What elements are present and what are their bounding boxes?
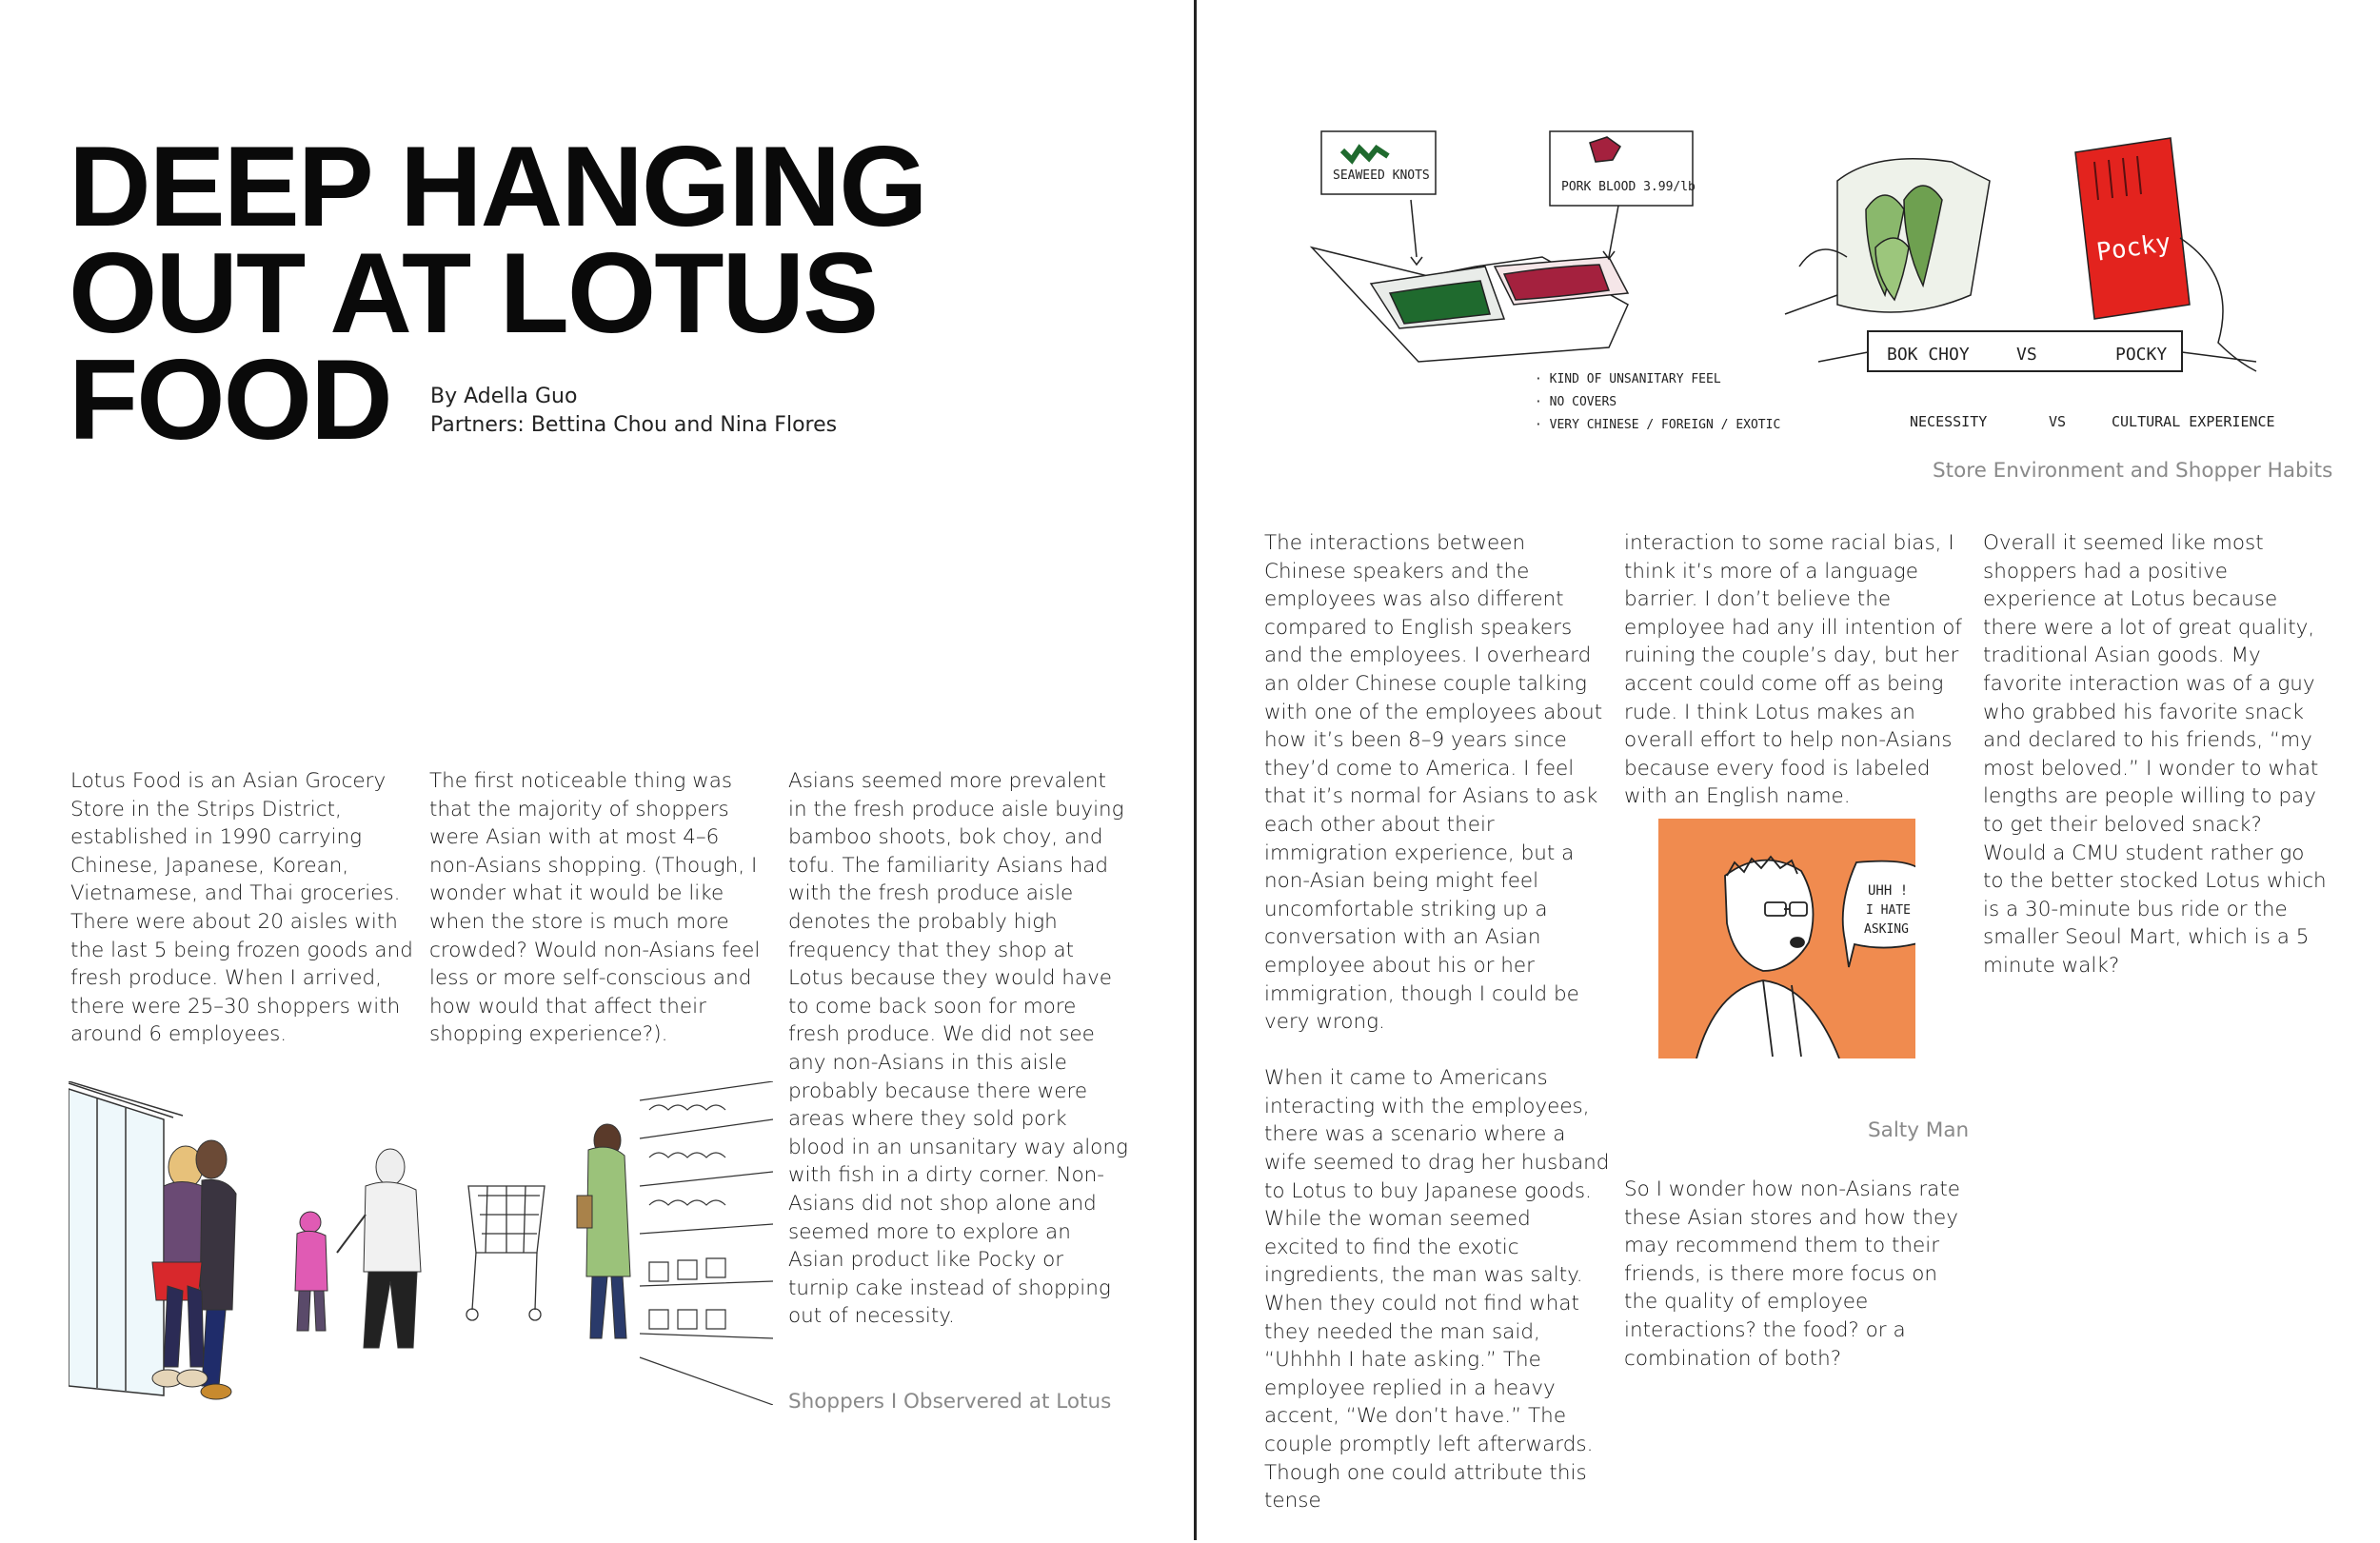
salty-man-illustration bbox=[1658, 819, 1915, 1058]
right-column-3 bbox=[1983, 529, 2330, 1008]
woman-figure bbox=[337, 1149, 421, 1348]
speech-line-3: ASKING bbox=[1864, 922, 1909, 937]
aisle-shelves bbox=[640, 1081, 773, 1405]
pork-blood-sign bbox=[1550, 131, 1693, 206]
vs-label: VS bbox=[2016, 345, 2037, 365]
caption-shoppers: Shoppers I Observered at Lotus bbox=[788, 1390, 1112, 1414]
seaweed-label: SEAWEED KNOTS bbox=[1333, 168, 1430, 183]
seaweed-sign bbox=[1321, 131, 1436, 194]
paragraph: When it came to Americans interacting with the employees, there was a scenario where a wife seemed to drag her husband to Lotus to buy Japanese goods. While the woman seemed excited to find the exotic ingredients, the man was salty. When they could not find what they needed the man said, “Uhhhh I hate asking.” The employee replied in a heavy accent, “We don’t have.” The couple promptly left afterwards. Though one could attribute this tense bbox=[1264, 1066, 1610, 1513]
pocky-label: POCKY bbox=[2115, 345, 2168, 365]
paragraph: interaction to some racial bias, I think it’s more of a language barrier. I don’t believe the employee had any ill intention of ruining the couple’s day, but her accent could come off as being rude. I think Lotus makes an overall effort to help non-Asians because every food is labeled with an English name. bbox=[1624, 531, 1962, 809]
speech-bubble bbox=[1843, 861, 1915, 967]
title-line-1: DEEP HANGING bbox=[69, 123, 926, 250]
pocky-box bbox=[2075, 138, 2190, 319]
paragraph: Overall it seemed like most shoppers had a positive experience at Lotus because there were a lot of great quality, traditional Asian goods. My favorite interaction was of a guy who grabbed his favorite snack and declared to his friends, “my most beloved.” I wonder to what lengths are people willing to pay to get their beloved snack? Would a CMU student rather go to the better stocked Lotus which is a 30-minute bus ride or the smaller Seoul Mart, which is a 5 minute walk? bbox=[1983, 531, 2327, 978]
sketch-note-1: · KIND OF UNSANITARY FEEL bbox=[1535, 372, 1721, 386]
speech-line-2: I HATE bbox=[1866, 903, 1911, 918]
pork-blood-label: PORK BLOOD 3.99/lb bbox=[1561, 180, 1696, 194]
pocky-box-label: Pocky bbox=[2094, 228, 2173, 267]
speech-line-1: UHH ! bbox=[1868, 883, 1909, 899]
right-column-2 bbox=[1624, 529, 1971, 840]
child-figure bbox=[295, 1212, 327, 1331]
couple-figures bbox=[152, 1140, 236, 1399]
paragraph: So I wonder how non-Asians rate these Asian stores and how they may recommend them to their friends, is there more focus on the quality of employee interactions? the food? or a combination of both? bbox=[1624, 1177, 1961, 1371]
paragraph: Lotus Food is an Asian Grocery Store in the Strips District, established in 1990 carrying Chinese, Japanese, Korean, Vietnamese, and Thai groceries. There were about 20 aisles with the last 5 being frozen goods and fresh produce. When I arrived, there were 25–30 shoppers with around 6 employees. bbox=[70, 769, 413, 1047]
shopping-cart bbox=[466, 1186, 545, 1320]
author: By Adella Guo bbox=[430, 385, 578, 408]
left-column-1 bbox=[70, 767, 417, 1078]
vs-label-2: VS bbox=[2049, 413, 2067, 430]
necessity-label: NECESSITY bbox=[1910, 413, 1988, 430]
store-environment-illustration bbox=[1304, 124, 2304, 438]
sketch-note-2: · NO COVERS bbox=[1535, 395, 1617, 409]
paragraph: The first noticeable thing was that the majority of shoppers were Asian with at most 4–6 non-Asians shopping. (Though, I wonder what it would be like when the store is much more crowded? Would non-Asians feel less or more self-conscious and how would that affect their shopping experience?). bbox=[429, 769, 761, 1047]
woman-green-coat bbox=[577, 1124, 630, 1338]
byline bbox=[430, 383, 837, 440]
page-divider bbox=[1194, 0, 1197, 1540]
left-column-2 bbox=[429, 767, 770, 1078]
right-column-1 bbox=[1264, 529, 1611, 1543]
title-line-2: OUT AT LOTUS bbox=[69, 229, 878, 357]
sketch-note-3: · VERY CHINESE / FOREIGN / EXOTIC bbox=[1535, 418, 1781, 432]
caption-store-environment: Store Environment and Shopper Habits bbox=[1933, 459, 2333, 483]
caption-salty-man: Salty Man bbox=[1868, 1118, 1970, 1142]
right-column-2-bottom bbox=[1624, 1176, 1971, 1401]
bok-choy-label: BOK CHOY bbox=[1887, 345, 1970, 365]
shoppers-sketch bbox=[69, 1081, 773, 1405]
partners: Partners: Bettina Chou and Nina Flores bbox=[430, 413, 838, 437]
salty-man-sketch bbox=[1658, 819, 1915, 1058]
paragraph: The interactions between Chinese speakers and the employees was also different compared to English speakers and the employees. I overheard an older Chinese couple talking with one of the employees about how it’s been 8–9 years since they’d come to America. I feel that it’s normal for Asians to ask each other about their immigration experience, but a non-Asian being might feel uncomfortable striking up a conversation with an Asian employee about his or her immigration, though I could be very wrong. bbox=[1264, 531, 1603, 1035]
left-column-3 bbox=[788, 767, 1129, 1358]
store-environment-sketch bbox=[1304, 124, 2304, 438]
paragraph: Asians seemed more prevalent in the fresh produce aisle buying bamboo shoots, bok choy, and tofu. The familiarity Asians had with the fresh produce aisle denotes the probably high frequency that they shop at Lotus because they would have to come back soon for more fresh produce. We did not see any non-Asians in this aisle probably because there were areas where they sold pork blood in an unsanitary way along with fish in a dirty corner. Non-Asians did not shop alone and seemed more to explore an Asian product like Pocky or turnip cake instead of shopping out of necessity. bbox=[788, 769, 1128, 1329]
shoppers-illustration bbox=[69, 1081, 773, 1405]
cultural-label: CULTURAL EXPERIENCE bbox=[2112, 413, 2275, 430]
title-line-3: FOOD bbox=[69, 336, 391, 464]
